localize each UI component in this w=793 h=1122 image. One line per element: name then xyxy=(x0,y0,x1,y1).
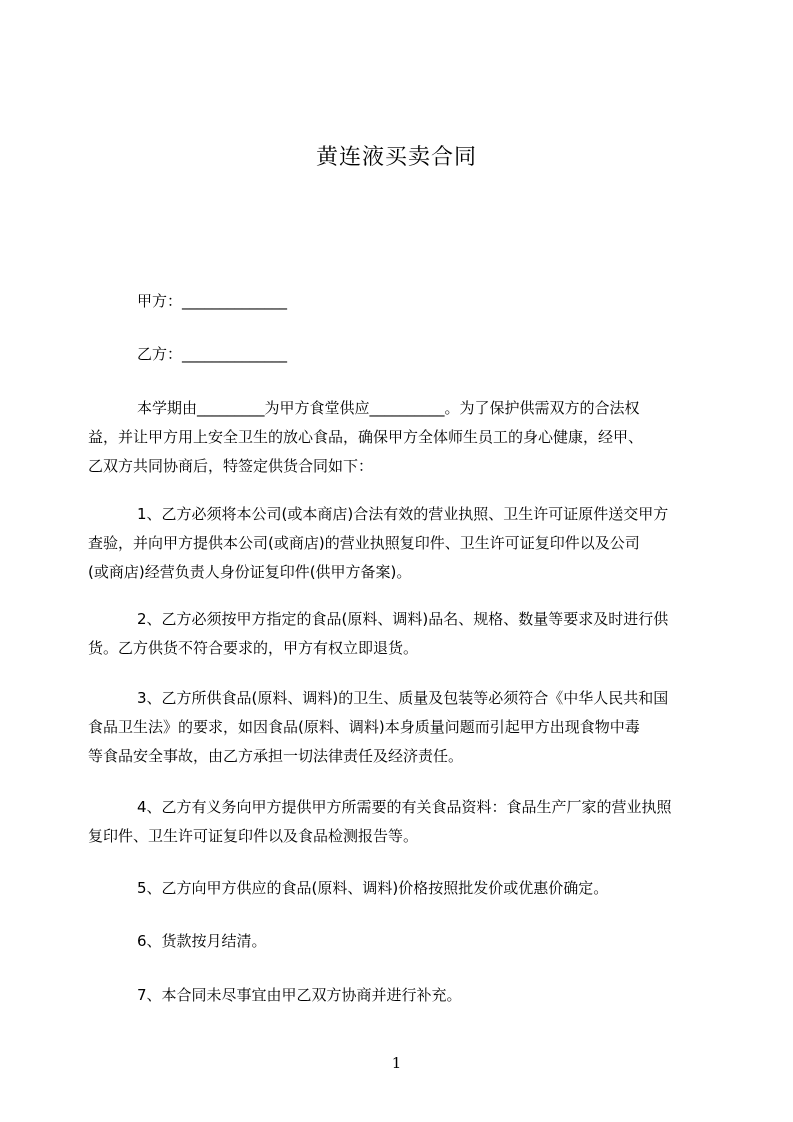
clause-line: 等食品安全事故，由乙方承担一切法律责任及经济责任。 xyxy=(88,747,464,765)
party-b-line: 乙方：______________ xyxy=(137,345,288,363)
clause-line: 5、乙方向甲方供应的食品(原料、调料)价格按照批发价或优惠价确定。 xyxy=(137,879,609,897)
intro-line: 本学期由_________为甲方食堂供应__________。为了保护供需双方的合法权 xyxy=(137,399,640,417)
page-number: 1 xyxy=(391,1054,402,1072)
clause-line: 复印件、卫生许可证复印件以及食品检测报告等。 xyxy=(88,827,419,845)
document-title: 黄连液买卖合同 xyxy=(315,145,477,170)
clause-line: (或商店)经营负责人身份证复印件(供甲方备案)。 xyxy=(88,563,412,581)
clause-line: 1、乙方必须将本公司(或本商店)合法有效的营业执照、卫生许可证原件送交甲方 xyxy=(137,505,669,523)
clause-line: 食品卫生法》的要求，如因食品(原料、调料)本身质量问题而引起甲方出现食物中毒 xyxy=(88,718,640,736)
intro-paragraph xyxy=(88,394,718,481)
intro-line: 益，并让甲方用上安全卫生的放心食品，确保甲方全体师生员工的身心健康，经甲、 xyxy=(88,428,644,446)
clause-5 xyxy=(88,874,718,903)
clause-line: 查验，并向甲方提供本公司(或商店)的营业执照复印件、卫生许可证复印件以及公司 xyxy=(88,534,640,552)
clause-line: 6、货款按月结清。 xyxy=(137,932,267,950)
party-a-line: 甲方：______________ xyxy=(137,292,288,310)
clause-line: 4、乙方有义务向甲方提供甲方所需要的有关食品资料：食品生产厂家的营业执照 xyxy=(137,798,672,816)
intro-line: 乙双方共同协商后，特签定供货合同如下： xyxy=(88,457,374,475)
clause-2 xyxy=(88,605,718,663)
clause-3 xyxy=(88,684,718,771)
clause-line: 7、本合同未尽事宜由甲乙双方协商并进行补充。 xyxy=(137,986,462,1004)
clause-1 xyxy=(88,500,718,587)
clause-line: 货。乙方供货不符合要求的，甲方有权立即退货。 xyxy=(88,639,419,657)
clause-6 xyxy=(88,927,718,956)
clause-4 xyxy=(88,793,718,851)
clause-7 xyxy=(88,981,718,1010)
clause-line: 3、乙方所供食品(原料、调料)的卫生、质量及包装等必须符合《中华人民共和国 xyxy=(137,689,669,707)
clause-line: 2、乙方必须按甲方指定的食品(原料、调料)品名、规格、数量等要求及时进行供 xyxy=(137,610,669,628)
